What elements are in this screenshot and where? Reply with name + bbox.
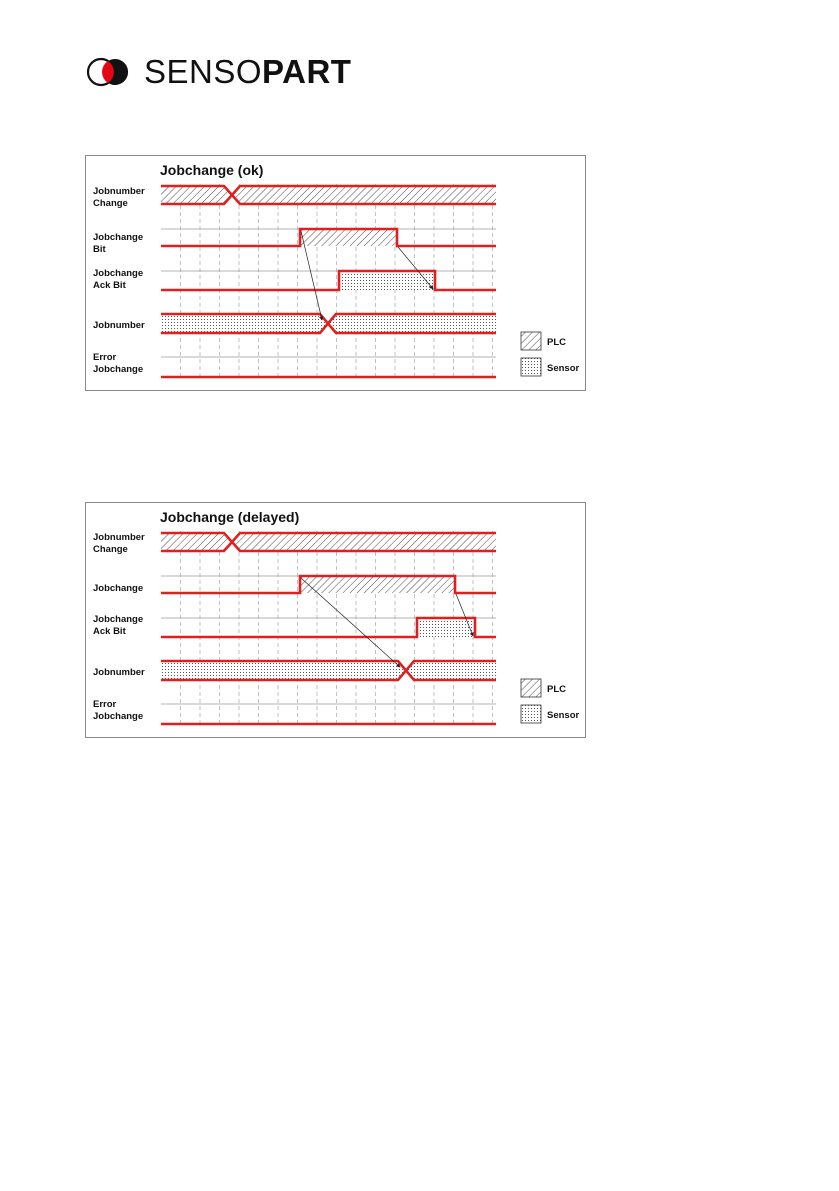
legend-swatch-sensor xyxy=(521,358,541,376)
sensopart-logo xyxy=(86,53,352,90)
legend-label-sensor: Sensor xyxy=(547,710,580,721)
diagram-title: Jobchange (ok) xyxy=(160,162,264,178)
jobnumber-bus-segment-after xyxy=(406,661,496,680)
legend-swatch-plc xyxy=(521,679,541,697)
jobnumber-bus-segment-before xyxy=(161,661,406,680)
logo-circles-icon xyxy=(86,57,130,87)
jobnumber-bus-segment-after xyxy=(328,314,496,333)
jobnumber-change-bus-segment-after xyxy=(232,533,496,551)
signal-label-error-jobchange: Error Jobchange xyxy=(93,352,144,375)
signal-label-jobchange-bit: Jobchange Bit xyxy=(93,232,144,255)
signal-label-jobnumber: Jobnumber xyxy=(93,667,145,678)
jobchange-bit-fill xyxy=(300,229,397,246)
signal-label-jobchange-ack-bit: Jobchange Ack Bit xyxy=(93,268,144,291)
timing-diagram-delayed-canvas xyxy=(86,503,587,739)
legend-label-plc: PLC xyxy=(547,684,566,695)
signal-label-jobnumber: Jobnumber xyxy=(93,320,145,331)
jobnumber-bus-segment-before xyxy=(161,314,328,333)
ack-bit-fill xyxy=(417,618,475,637)
legend-swatch-plc xyxy=(521,332,541,350)
timing-diagram-delayed xyxy=(85,502,586,738)
legend-swatch-sensor xyxy=(521,705,541,723)
signal-label-jobchange: Jobchange xyxy=(93,583,144,594)
ack-bit-waveform xyxy=(161,271,496,290)
signal-label-error-jobchange: Error Jobchange xyxy=(93,699,144,722)
jobnumber-change-bus-segment-before xyxy=(161,533,232,551)
logo-text-bold: PART xyxy=(262,53,352,90)
timing-diagram-ok-canvas xyxy=(86,156,587,392)
diagram-title: Jobchange (delayed) xyxy=(160,509,300,525)
legend-label-plc: PLC xyxy=(547,337,566,348)
jobchange-bit-fill xyxy=(300,576,455,593)
signal-label-jobnumber-change: Jobnumber Change xyxy=(93,532,145,555)
jobnumber-change-bus-segment-before xyxy=(161,186,232,204)
logo-text-light: SENSO xyxy=(144,53,263,90)
jobnumber-change-bus-segment-after xyxy=(232,186,496,204)
timing-diagram-ok xyxy=(85,155,586,391)
signal-label-jobchange-ack-bit: Jobchange Ack Bit xyxy=(93,614,144,637)
signal-label-jobnumber-change: Jobnumber Change xyxy=(93,186,145,209)
legend-label-sensor: Sensor xyxy=(547,363,580,374)
logo-wordmark xyxy=(144,52,351,92)
